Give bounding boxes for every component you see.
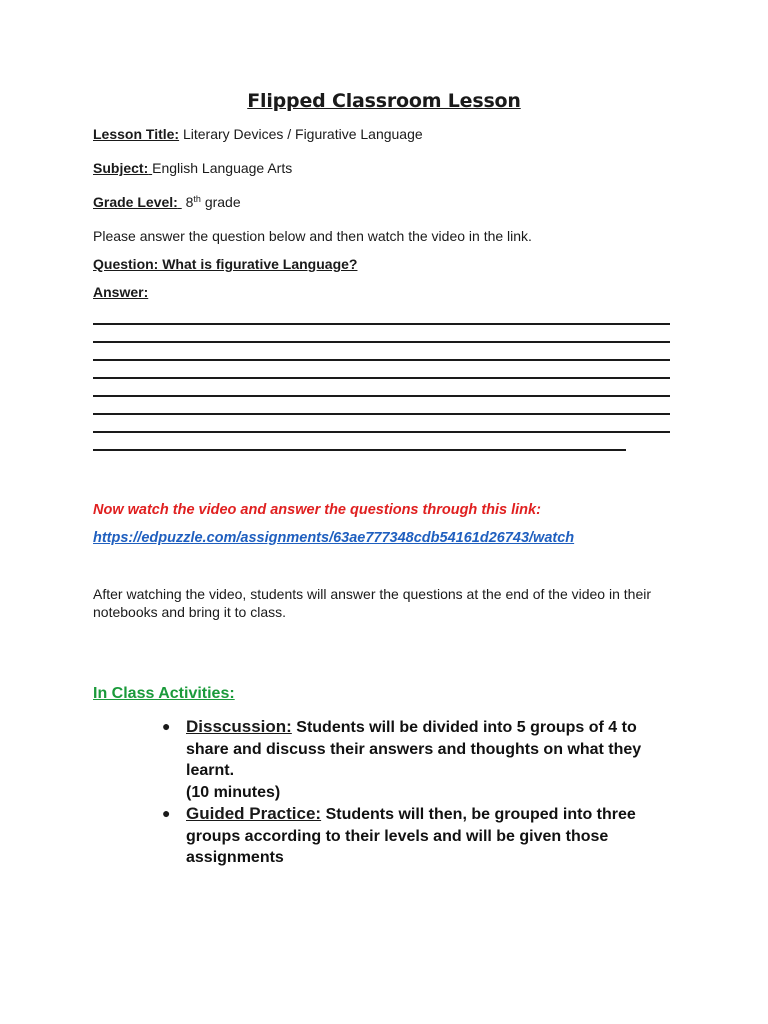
grade-label: Grade Level: bbox=[93, 194, 178, 210]
video-link[interactable]: https://edpuzzle.com/assignments/63ae777348cdb54161d26743/watch bbox=[93, 530, 575, 546]
grade-number: 8 bbox=[185, 194, 194, 210]
answer-lines[interactable] bbox=[93, 323, 670, 467]
activity-text: Students will be divided into 5 groups of 4 to share and discuss their answers and thoughts on what they learnt. bbox=[186, 719, 642, 779]
bullet-icon: ● bbox=[162, 805, 171, 821]
activity-title: Disscussion: bbox=[186, 717, 292, 736]
answer-line bbox=[93, 395, 670, 397]
answer-line bbox=[93, 323, 670, 325]
list-item bbox=[162, 803, 682, 869]
grade-line bbox=[93, 194, 241, 210]
lesson-title-line bbox=[93, 126, 423, 142]
answer-line bbox=[93, 377, 670, 379]
answer-line bbox=[93, 359, 670, 361]
bullet-icon: ● bbox=[162, 718, 171, 734]
after-video-text: After watching the video, students will answer the questions at the end of the video in their notebooks and bring it to class. bbox=[93, 586, 651, 620]
activity-extra: (10 minutes) bbox=[186, 783, 281, 801]
subject-line bbox=[93, 160, 292, 176]
list-item bbox=[162, 716, 682, 803]
page-title: Flipped Classroom Lesson bbox=[247, 90, 521, 112]
video-prompt: Now watch the video and answer the questions through this link: bbox=[93, 502, 541, 518]
grade-value: grade bbox=[204, 194, 241, 210]
instruction-text: Please answer the question below and then watch the video in the link. bbox=[93, 228, 532, 244]
activities-list bbox=[162, 716, 682, 869]
in-class-heading: In Class Activities: bbox=[93, 685, 235, 702]
answer-line bbox=[93, 413, 670, 415]
activity-text: Students will then, be grouped into three groups according to their levels and will be given those assignments bbox=[186, 806, 636, 866]
answer-label: Answer: bbox=[93, 284, 149, 300]
activity-title: Guided Practice: bbox=[186, 804, 322, 823]
subject-value: English Language Arts bbox=[152, 160, 293, 176]
lesson-title-value: Literary Devices / Figurative Language bbox=[182, 126, 423, 142]
grade-suffix: th bbox=[193, 194, 201, 204]
answer-line bbox=[93, 449, 626, 451]
subject-label: Subject: bbox=[93, 160, 149, 176]
lesson-title-label: Lesson Title: bbox=[93, 126, 180, 142]
question-text: Question: What is figurative Language? bbox=[93, 256, 358, 272]
answer-line bbox=[93, 341, 670, 343]
answer-line bbox=[93, 431, 670, 433]
